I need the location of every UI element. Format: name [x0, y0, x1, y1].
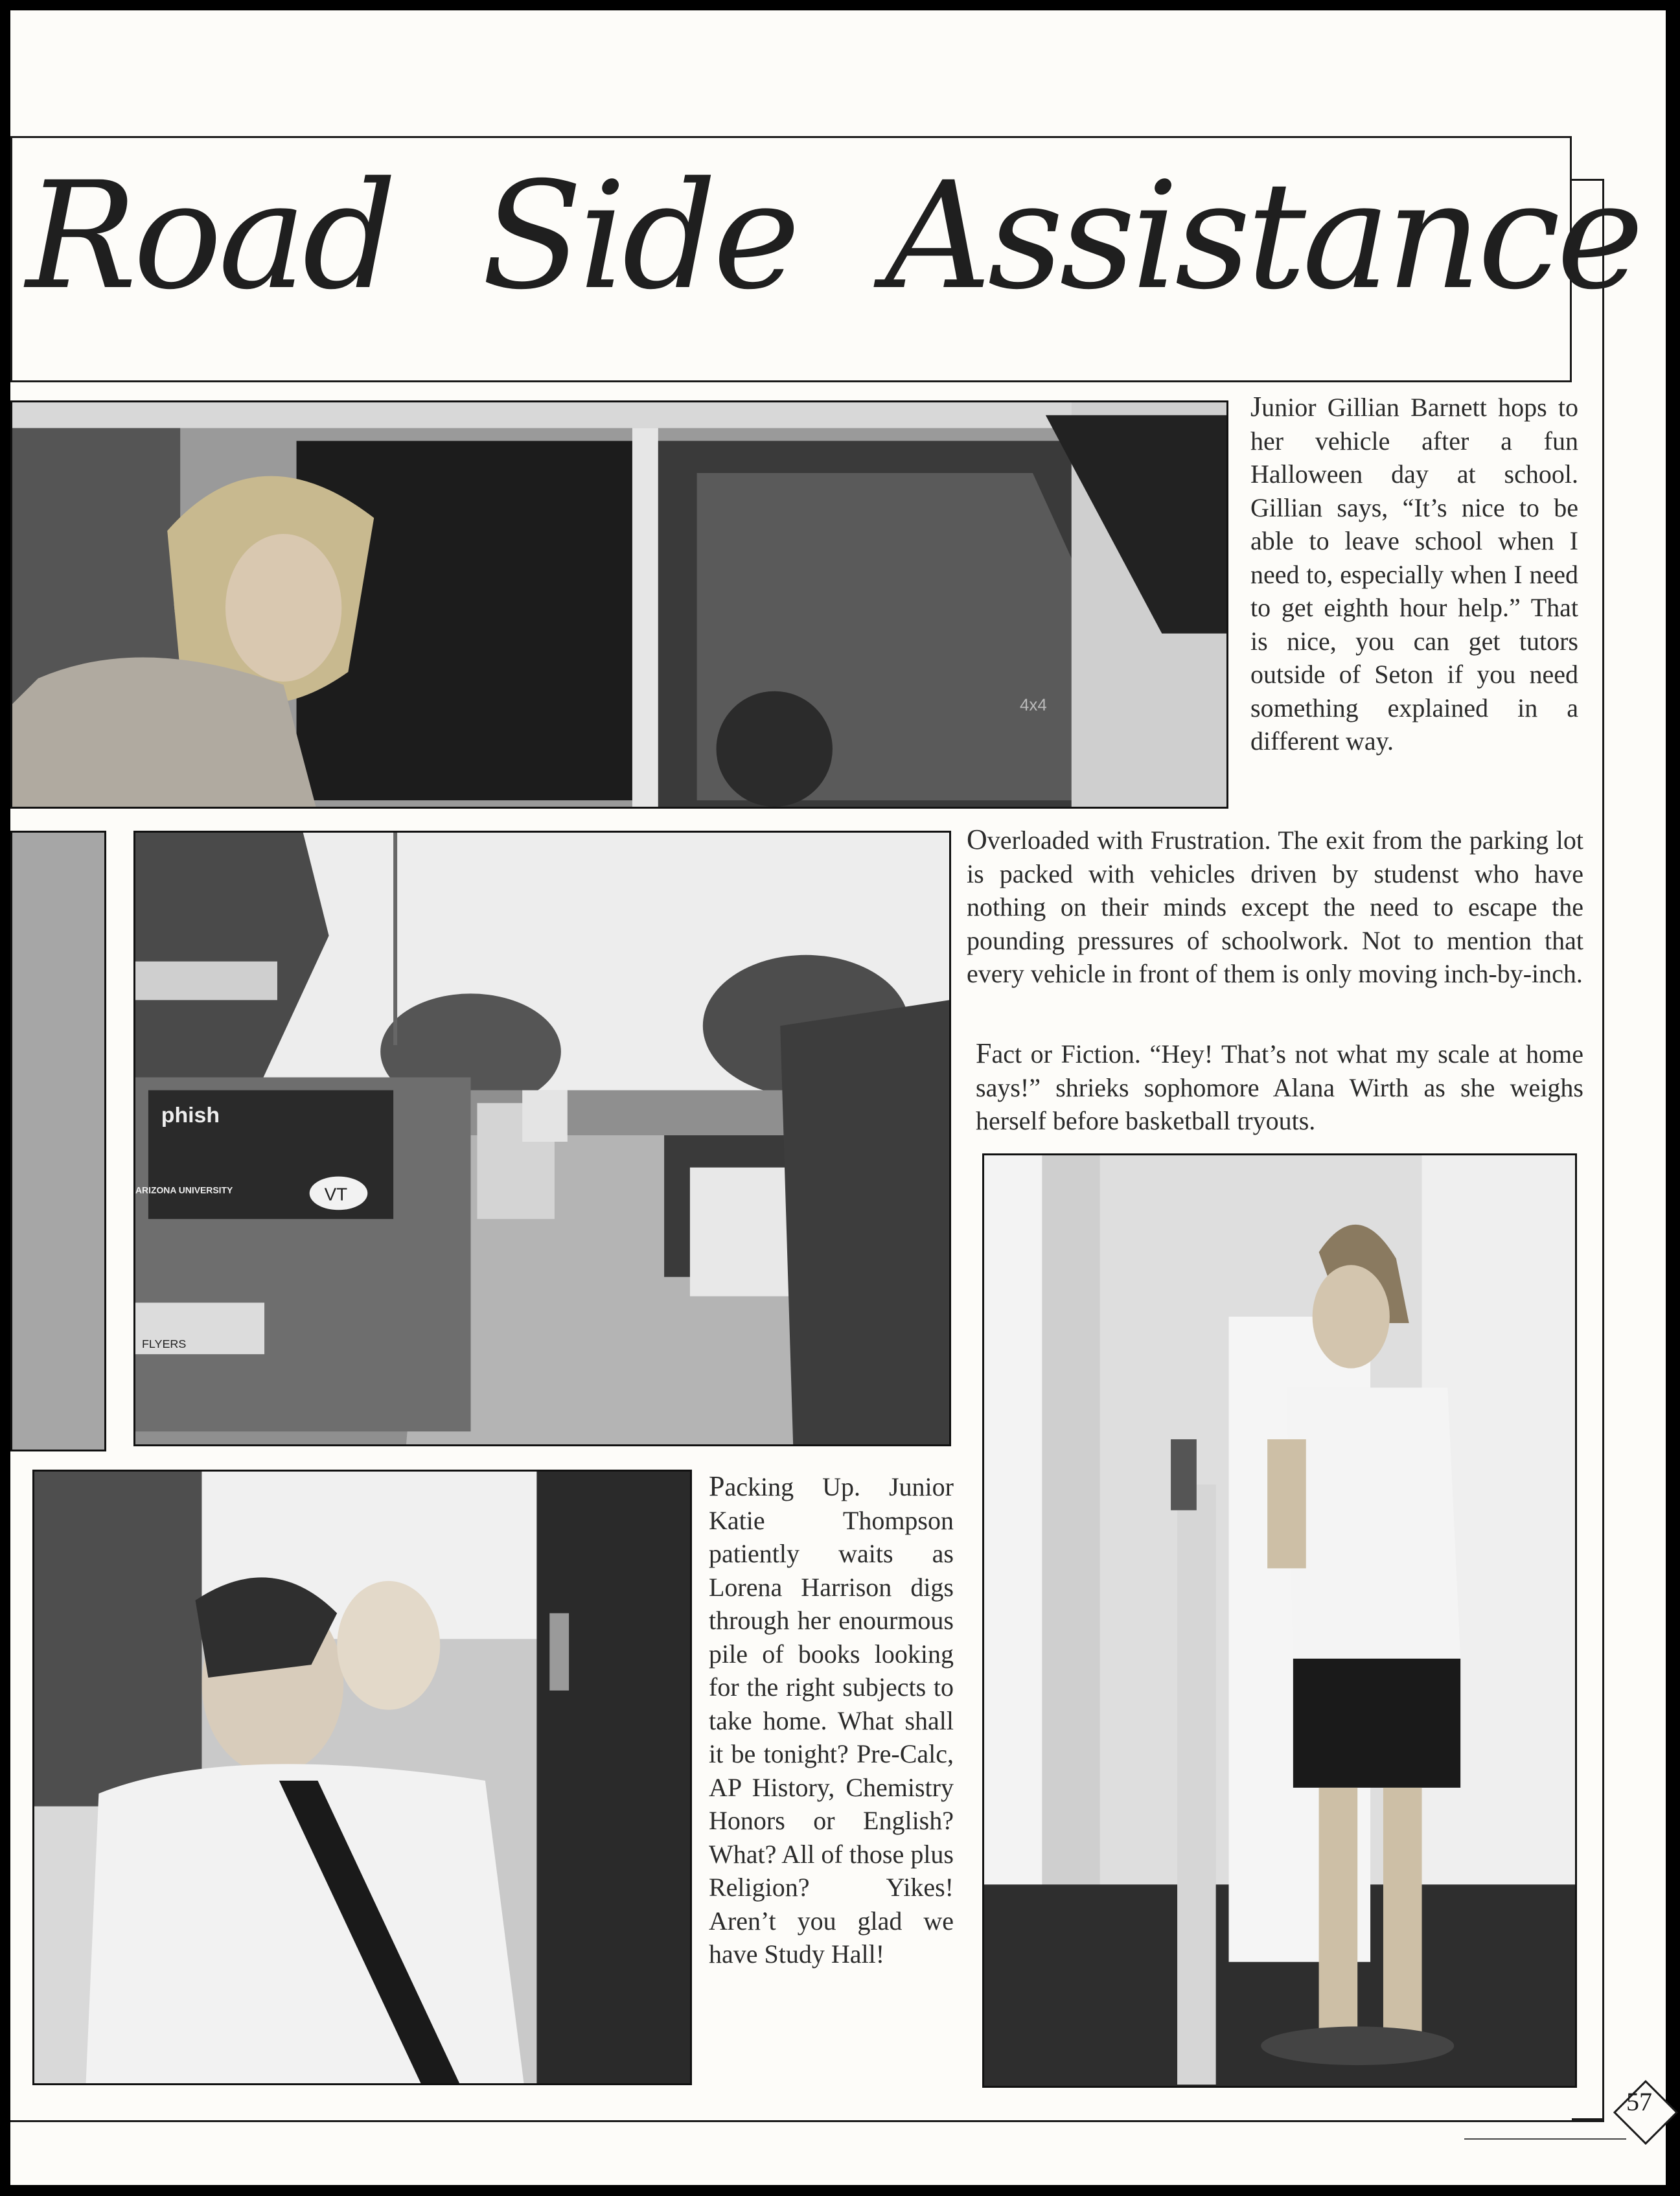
- photo-scale-art: [984, 1155, 1575, 2086]
- window-sticker-text: ARIZONA UNIVERSITY: [135, 1185, 233, 1196]
- plate-frame-text: FLYERS: [141, 1337, 187, 1350]
- caption-gillian-text: unior Gillian Barnett hops to her vehicle after a fun Halloween day at school. Gillian says, “It’s nice to be able to leave school when I need to, especially when I need to get eighth hour help.” That is nice, you can get tutors outside of Seton if you need something explained in a different way.: [1250, 393, 1578, 756]
- photo-scale: [982, 1153, 1577, 2088]
- caption-fact-text: act or Fiction. “Hey! That’s not what my scale at home says!” shrieks sophomore Alana Wirth as she weighs herself before basketball tryouts.: [976, 1039, 1583, 1135]
- page-title: Road Side Assistance: [26, 150, 1640, 322]
- caption-packing-lead: P: [709, 1470, 725, 1502]
- caption-gillian: [1250, 390, 1578, 758]
- bottom-shadow-frame: [10, 2120, 1604, 2122]
- phish-sticker-text: phish: [161, 1103, 220, 1128]
- photo-lockers: [32, 1470, 692, 2085]
- photo-gillian-vehicle: [10, 400, 1228, 809]
- photo-gillian-vehicle-art: [12, 402, 1226, 807]
- caption-overloaded: [967, 823, 1583, 991]
- caption-fact-lead: F: [976, 1037, 992, 1069]
- photo-parking-lot: [133, 831, 951, 1446]
- photo-lockers-art: [34, 1472, 690, 2083]
- vt-sticker-text: VT: [324, 1184, 348, 1205]
- caption-fact: [976, 1037, 1583, 1138]
- caption-overloaded-text: verloaded with Frustration. The exit from the parking lot is packed with vehicles driven by studenst who have nothing on their minds except the need to escape the pounding pressures of schoolwork. Not to mention that every vehicle in front of them is only moving inch-by-inch.: [967, 826, 1583, 988]
- caption-packing-text: acking Up. Junior Katie Thompson patiently waits as Lorena Harrison digs through her enourmous pile of books looking for the right subjects to take home. What shall it be tonight? Pre-Calc, AP History, Chemistry Honors or English? What? All of those plus Religion? Yikes! Aren’t you glad we have Study Hall!: [709, 1472, 954, 1969]
- caption-overloaded-lead: O: [967, 824, 987, 855]
- caption-packing: [709, 1470, 954, 1971]
- page-number: 57: [1626, 2087, 1652, 2116]
- photo-parking-lot-art: [135, 833, 949, 1444]
- caption-gillian-lead: J: [1250, 391, 1262, 422]
- truck-badge-text: 4x4: [1020, 696, 1047, 715]
- page-number-rule: [1464, 2138, 1626, 2140]
- photo-left-strip: [10, 831, 106, 1451]
